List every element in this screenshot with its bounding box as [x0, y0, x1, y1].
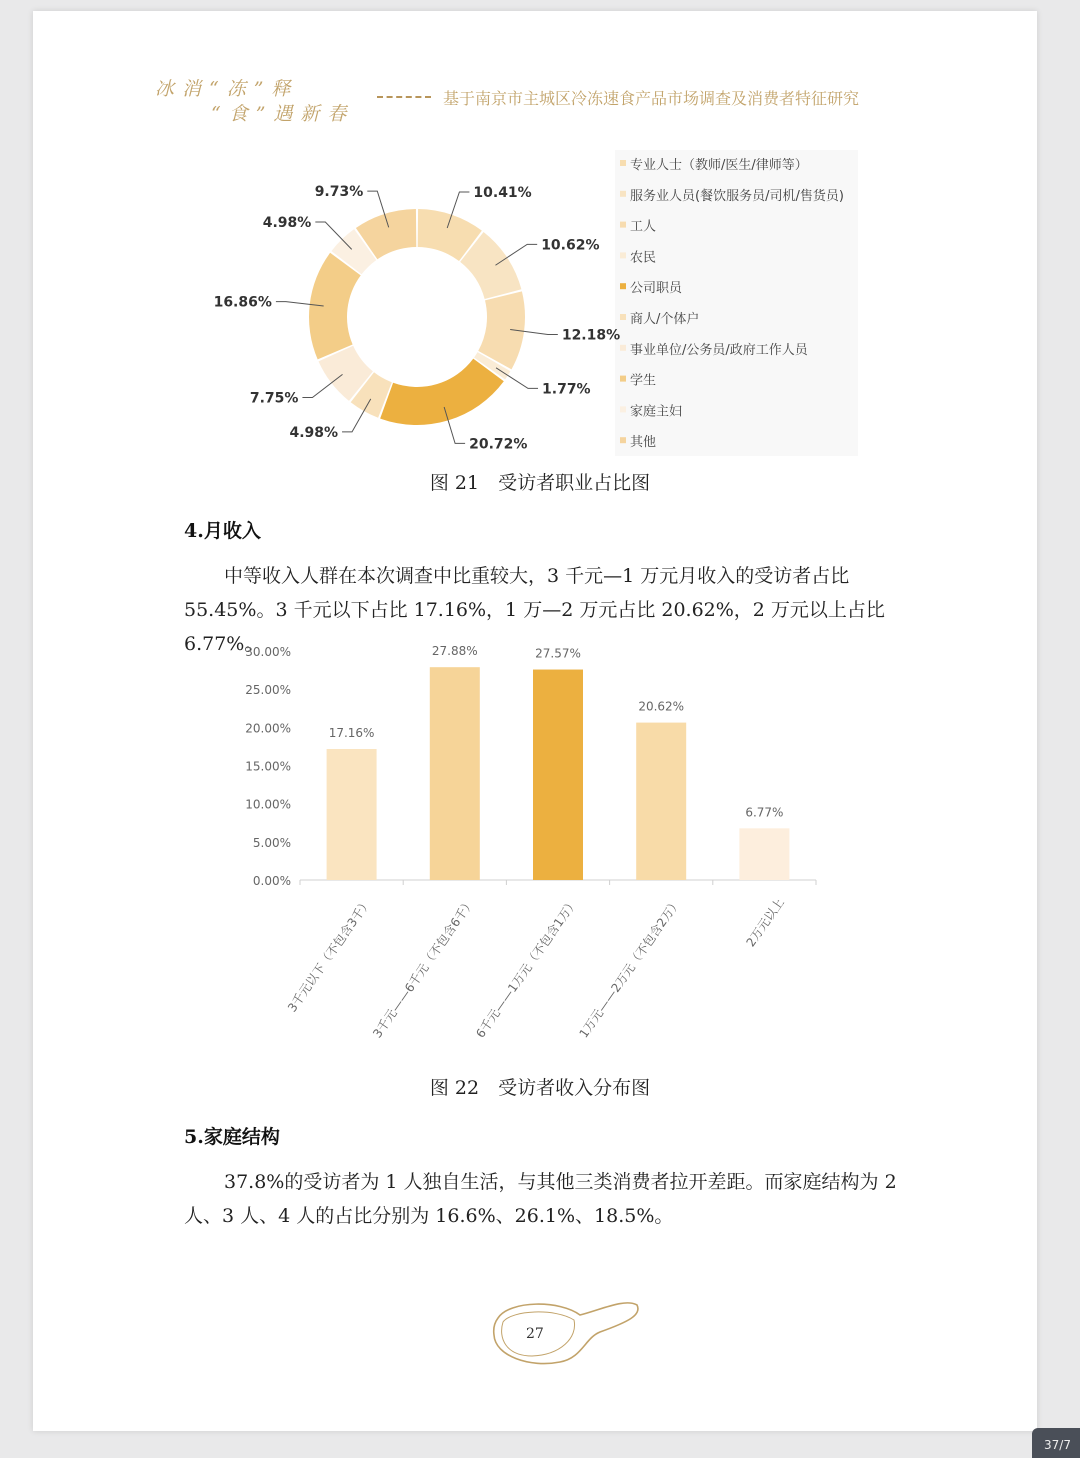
x-category-label: 6千元——1万元（不包含1万） [473, 895, 581, 1041]
donut-data-label: 10.41% [473, 184, 532, 201]
page-number: 27 [526, 1326, 544, 1342]
donut-data-label: 20.72% [469, 436, 528, 453]
donut-data-label: 9.73% [314, 184, 364, 201]
y-tick-label: 10.00% [245, 797, 291, 812]
donut-data-label: 4.98% [289, 424, 339, 441]
y-tick-label: 5.00% [252, 835, 291, 850]
legend-entry: 学生 [630, 373, 657, 389]
x-category-label: 3千元——6千元（不包含6千） [370, 895, 478, 1041]
donut-data-label: 1.77% [542, 381, 591, 398]
x-category-label: 2万元以上 [743, 895, 787, 950]
header-logo-line2: “食”遇新春 [211, 103, 355, 125]
page-counter-badge: 37/7 [1032, 1428, 1080, 1458]
legend-entry: 服务业人员(餐饮服务员/司机/售货员) [630, 188, 844, 204]
bar-value-label: 27.57% [535, 646, 581, 661]
bar-value-label: 20.62% [638, 699, 685, 714]
legend-entry: 专业人士（教师/医生/律师等） [630, 158, 808, 173]
legend-entry: 事业单位/公务员/政府工作人员 [630, 342, 808, 358]
bar-value-label: 17.16% [328, 726, 375, 741]
donut-data-label: 4.98% [262, 215, 312, 232]
income-bar [430, 667, 480, 880]
donut-data-label: 7.75% [249, 390, 299, 407]
y-tick-label: 15.00% [245, 759, 291, 774]
donut-data-label: 10.62% [541, 237, 600, 254]
section4-paragraph: 中等收入人群在本次调查中比重较大，3 千元—1 万元月收入的受访者占比55.45%。3 千元以下占比 17.16%，1 万—2 万元占比 20.62%，2 万元以上占比 6.77%。 [184, 565, 885, 655]
section5-paragraph: 37.8%的受访者为 1 人独自生活，与其他三类消费者拉开差距。而家庭结构为 2 人、3 人、4 人的占比分别为 16.6%、26.1%、18.5%。 [184, 1171, 897, 1227]
income-bar [327, 749, 377, 880]
section5-heading: 5.家庭结构 [184, 1126, 280, 1148]
income-bar [533, 670, 583, 880]
y-tick-label: 0.00% [252, 874, 291, 888]
x-category-label: 1万元——2万元（不包含2万） [576, 895, 684, 1041]
legend-entry: 工人 [630, 219, 657, 235]
bar-value-label: 6.77% [745, 805, 784, 820]
income-bar [636, 723, 686, 880]
legend-entry: 公司职员 [630, 281, 683, 297]
income-bar [739, 828, 789, 880]
legend-entry: 其他 [630, 435, 657, 451]
header-logo-line1: 冰消“冻”释 [155, 78, 299, 100]
y-tick-label: 20.00% [245, 721, 291, 736]
legend-entry: 商人/个体户 [630, 312, 700, 327]
figure21-caption: 图 21 受访者职业占比图 [429, 472, 651, 494]
x-category-label: 3千元以下（不包含3千） [284, 895, 375, 1015]
y-tick-label: 30.00% [245, 645, 291, 659]
legend-entry: 家庭主妇 [630, 404, 683, 420]
figure22-caption: 图 22 受访者收入分布图 [429, 1077, 651, 1099]
donut-data-label: 16.86% [213, 294, 272, 311]
legend-entry: 农民 [630, 250, 657, 266]
donut-data-label: 12.18% [561, 327, 621, 344]
y-tick-label: 25.00% [245, 683, 291, 698]
section4-heading: 4.月收入 [184, 520, 261, 542]
header-title: 基于南京市主城区冷冻速食产品市场调查及消费者特征研究 [443, 89, 860, 108]
bar-value-label: 27.88% [431, 644, 478, 659]
